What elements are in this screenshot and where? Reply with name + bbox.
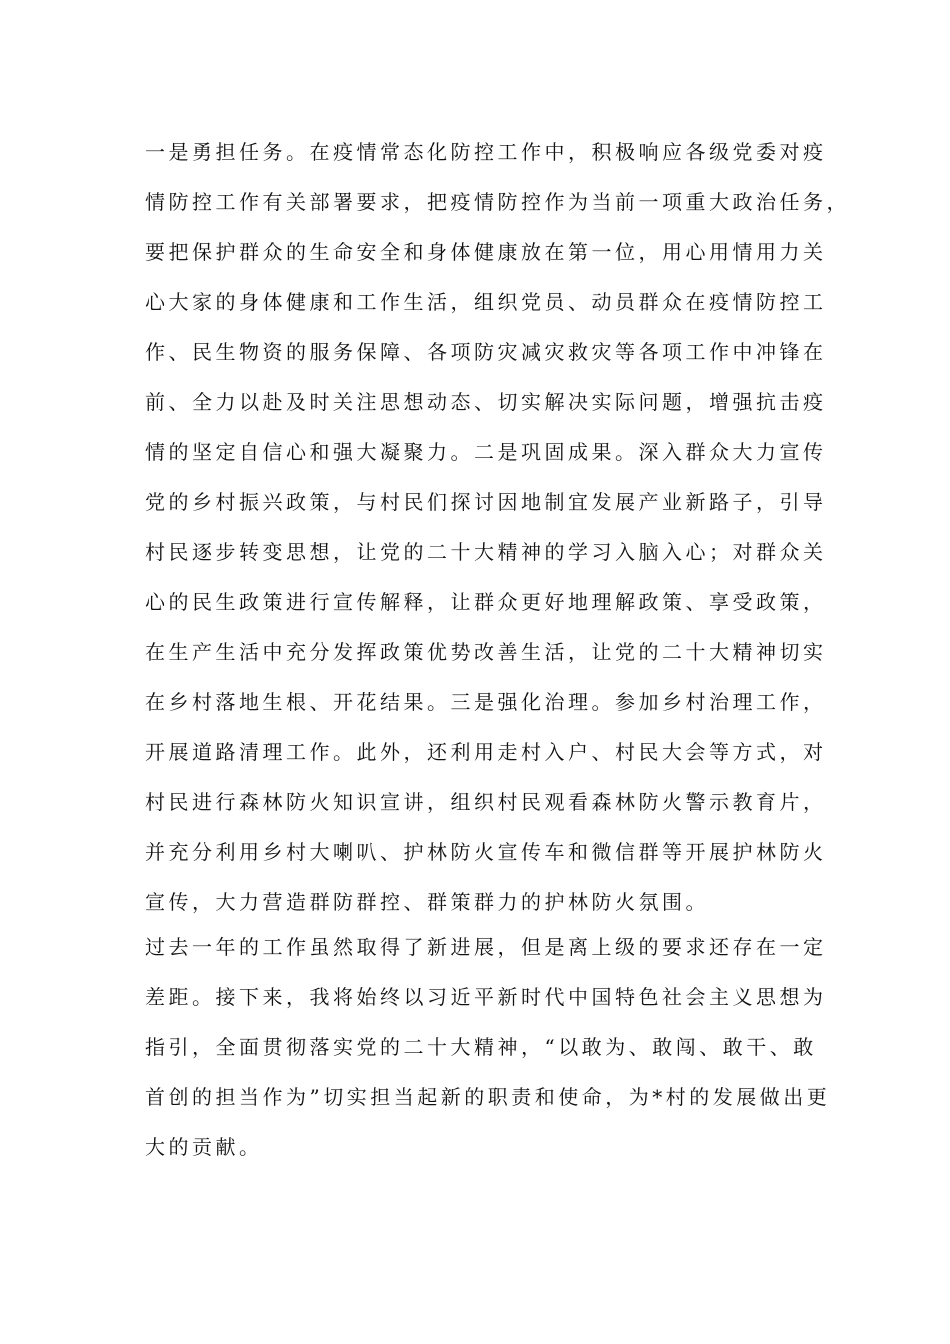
paragraph-conclusion [145,922,831,1172]
text-line: 开展道路清理工作。此外，还利用走村入户、村民大会等方式，对 [145,740,827,764]
text-line: 宣传，大力营造群防群控、群策群力的护林防火氛围。 [145,890,709,914]
text-line: 心的民生政策进行宣传解释，让群众更好地理解政策、享受政策， [145,590,827,614]
text-line: 大的贡献。 [145,1135,263,1159]
text-line: 党的乡村振兴政策，与村民们探讨因地制宜发展产业新路子，引导 [145,490,827,514]
text-line: 情防控工作有关部署要求，把疫情防控作为当前一项重大政治任务， [145,190,850,214]
text-line: 村民进行森林防火知识宣讲，组织村民观看森林防火警示教育片， [145,790,827,814]
text-line: 在生产生活中充分发挥政策优势改善生活，让党的二十大精神切实 [145,640,827,664]
text-line: 在乡村落地生根、开花结果。三是强化治理。参加乡村治理工作， [145,690,827,714]
paragraph-work-report [145,127,850,927]
text-line: 情的坚定自信心和强大凝聚力。二是巩固成果。深入群众大力宣传 [145,440,827,464]
text-line: 过去一年的工作虽然取得了新进展，但是离上级的要求还存在一定 [145,935,827,959]
text-line: 并充分利用乡村大喇叭、护林防火宣传车和微信群等开展护林防火 [145,840,827,864]
text-line: 首创的担当作为”切实担当起新的职责和使命，为*村的发展做出更 [145,1085,831,1109]
text-line: 一是勇担任务。在疫情常态化防控工作中，积极响应各级党委对疫 [145,140,827,164]
text-line: 差距。接下来，我将始终以习近平新时代中国特色社会主义思想为 [145,985,827,1009]
text-line: 前、全力以赴及时关注思想动态、切实解决实际问题，增强抗击疫 [145,390,827,414]
text-line: 村民逐步转变思想，让党的二十大精神的学习入脑入心；对群众关 [145,540,827,564]
text-line: 心大家的身体健康和工作生活，组织党员、动员群众在疫情防控工 [145,290,827,314]
text-line: 指引，全面贯彻落实党的二十大精神，“以敢为、敢闯、敢干、敢 [145,1035,817,1059]
text-line: 要把保护群众的生命安全和身体健康放在第一位，用心用情用力关 [145,240,827,264]
text-line: 作、民生物资的服务保障、各项防灾减灾救灾等各项工作中冲锋在 [145,340,827,364]
